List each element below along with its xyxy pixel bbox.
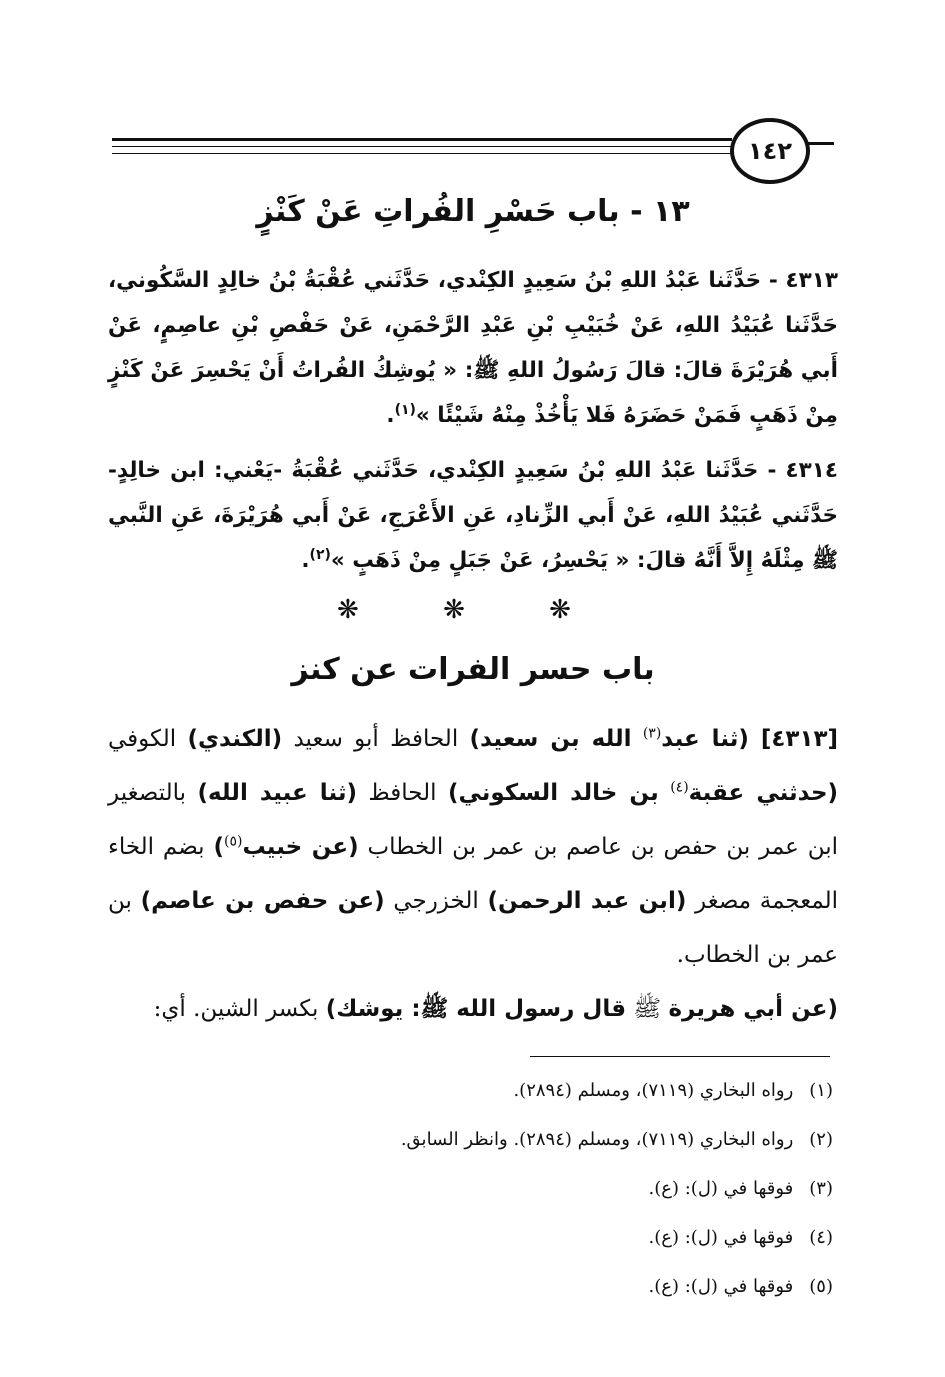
bold-text: (عن حفص بن عاصم) (140, 888, 385, 914)
plain-text: الحافظ أبو سعيد (293, 726, 459, 752)
footnote-5 (103, 1262, 833, 1311)
plain-text: الكوفي (108, 726, 177, 752)
commentary-paragraph (108, 982, 838, 1036)
commentary-paragraph (108, 712, 838, 982)
footnote-text: فوقها في (ل): (ع). (648, 1276, 794, 1297)
footnote-ref: (٢) (309, 546, 331, 563)
plain-text: بالتصغير ابن عمر بن حفص بن عاصم بن عمر بن الخطاب (108, 780, 839, 860)
hadith-text: ٤٣١٤ - حَدَّثَنا عَبْدُ اللهِ بْنُ سَعِيدٍ الكِنْدي، حَدَّثَني عُقْبَةُ -يَعْني: ابن خالِدٍ- حَدَّثَني عُبَيْدُ اللهِ، عَنْ أَبي الزِّنادِ، عَنِ الأَعْرَجِ، عَنْ أَبي هُرَيْرَةَ، عَنِ النَّبي ﷺ مِثْلَهُ إِلاَّ أَنَّهُ قالَ: « يَحْسِرُ، عَنْ جَبَلٍ مِنْ ذَهَبٍ » (108, 458, 838, 573)
footnote-number: (٢) (809, 1129, 833, 1150)
plain-text: بن عمر بن الخطاب. (108, 888, 838, 968)
footnote-1 (103, 1066, 833, 1115)
footnote-ref: (١) (394, 401, 416, 418)
bold-text: (عن خبيب (242, 834, 359, 860)
header-rule (112, 153, 732, 154)
footnote-2 (103, 1115, 833, 1164)
hadith-4314: ٤٣١٤ - حَدَّثَنا عَبْدُ اللهِ بْنُ سَعِيدٍ الكِنْدي، حَدَّثَني عُقْبَةُ -يَعْني: ابن خالِدٍ- حَدَّثَني عُبَيْدُ اللهِ، عَنْ أَبي الزِّنادِ، عَنِ الأَعْرَجِ، عَنْ أَبي هُرَيْرَةَ، عَنِ النَّبي ﷺ مِثْلَهُ إِلاَّ أَنَّهُ قالَ: « يَحْسِرُ، عَنْ جَبَلٍ مِنْ ذَهَبٍ »$^{(٢)}$. (108, 458, 838, 573)
hadith-4313: ٤٣١٣ - حَدَّثَنا عَبْدُ اللهِ بْنُ سَعِيدٍ الكِنْدي، حَدَّثَني عُقْبَةُ بْنُ خالِدٍ السَّكُوني، حَدَّثَنا عُبَيْدُ اللهِ، عَنْ خُبَيْبِ بْنِ عَبْدِ الرَّحْمَنِ، عَنْ حَفْصِ بْنِ عاصِمٍ، عَنْ أَبي هُرَيْرَةَ قالَ: قالَ رَسُولُ اللهِ ﷺ: « يُوشِكُ الفُراتُ أَنْ يَحْسِرَ عَنْ كَنْزٍ مِنْ ذَهَبٍ فَمَنْ حَضَرَهُ فَلا يَأْخُذْ مِنْهُ شَيْئًا »$^{(١)}$. (108, 268, 838, 428)
footnote-number: (٤) (809, 1227, 833, 1248)
header-rule (112, 146, 732, 147)
plain-text: الخزرجي (393, 888, 479, 914)
footnote-ref: (٣) (642, 725, 662, 742)
header-rule (112, 138, 732, 141)
bold-text: (ثنا عبيد الله) (197, 780, 357, 806)
footnote-number: (١) (809, 1080, 833, 1101)
plain-text: ﷺ (633, 996, 662, 1022)
commentary-body (108, 712, 838, 1036)
bold-text: (الكندي) (187, 726, 283, 752)
footnotes (103, 1066, 833, 1311)
footnote-number: (٣) (809, 1178, 833, 1199)
bold-text: بن خالد السكوني) (447, 780, 659, 806)
bold-text: (ابن عبد الرحمن) (487, 888, 687, 914)
bold-text: (عن أبي هريرة (668, 996, 838, 1022)
plain-text: الحافظ (368, 780, 437, 806)
footnote-ref: (٤) (670, 779, 689, 796)
footnote-text: رواه البخاري (٧١١٩)، ومسلم (٢٨٩٤). وانظر السابق. (400, 1129, 794, 1150)
hadith-text: ٤٣١٣ - حَدَّثَنا عَبْدُ اللهِ بْنُ سَعِيدٍ الكِنْدي، حَدَّثَني عُقْبَةُ بْنُ خالِدٍ السَّكُوني، حَدَّثَنا عُبَيْدُ اللهِ، عَنْ خُبَيْبِ بْنِ عَبْدِ الرَّحْمَنِ، عَنْ حَفْصِ بْنِ عاصِمٍ، عَنْ أَبي هُرَيْرَةَ قالَ: قالَ رَسُولُ اللهِ ﷺ: « يُوشِكُ الفُراتُ أَنْ يَحْسِرَ عَنْ كَنْزٍ مِنْ ذَهَبٍ فَمَنْ حَضَرَهُ فَلا يَأْخُذْ مِنْهُ شَيْئًا » (108, 268, 838, 428)
plain-text: بضم الخاء المعجمة مصغر (108, 834, 839, 914)
bold-text: ) (213, 834, 224, 860)
bold-text: الله بن سعيد) (469, 726, 632, 752)
section-separator: ❋ ❋ ❋ (337, 595, 609, 625)
commentary-title: باب حسر الفرات عن كنز (291, 652, 655, 687)
footnote-4 (103, 1213, 833, 1262)
chapter-title: ١٣ - باب حَسْرِ الفُراتِ عَنْ كَنْزٍ (256, 194, 690, 229)
footnote-text: رواه البخاري (٧١١٩)، ومسلم (٢٨٩٤). (513, 1080, 794, 1101)
footnote-number: (٥) (809, 1276, 833, 1297)
bold-text: قال رسول الله ﷺ: يوشك) (325, 996, 627, 1022)
bold-text: [٤٣١٣] (ثنا عبد (661, 726, 839, 752)
bold-text: (حدثني عقبة (688, 780, 839, 806)
footnote-text: فوقها في (ل): (ع). (648, 1178, 794, 1199)
footnote-separator (530, 1056, 830, 1057)
footnote-text: فوقها في (ل): (ع). (648, 1227, 794, 1248)
page-header (112, 118, 834, 180)
footnote-ref: (٥) (223, 833, 243, 850)
footnote-3 (103, 1164, 833, 1213)
plain-text: بكسر الشين. أي: (153, 996, 319, 1022)
page-number: ١٤٢ (730, 118, 810, 184)
